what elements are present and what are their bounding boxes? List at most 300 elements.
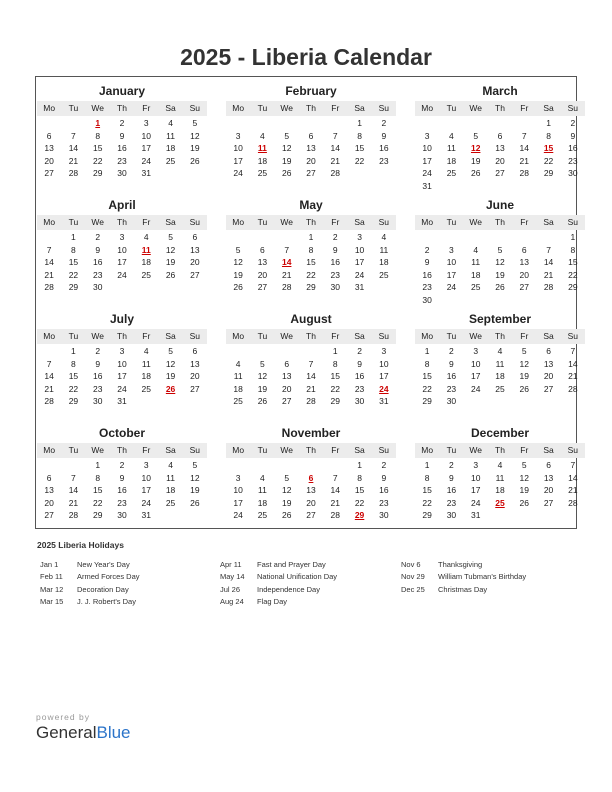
day-cell: 3	[473, 346, 479, 356]
day-cell: 24	[354, 269, 365, 280]
empty-cell	[250, 231, 274, 244]
day-grid	[415, 231, 585, 306]
day-cell: 21	[68, 497, 79, 508]
weekday-label: Fr	[331, 331, 340, 341]
empty-cell	[226, 117, 250, 130]
day-cell: 16	[330, 257, 341, 267]
holiday-date: Aug 24	[220, 597, 244, 607]
day-cell: 12	[190, 130, 200, 141]
day-cell: 13	[257, 257, 268, 267]
day-cell: 2	[449, 346, 454, 356]
day-cell: 9	[357, 358, 362, 369]
weekday-label: Tu	[68, 331, 79, 341]
weekday-label: Su	[378, 331, 390, 341]
day-cell: 4	[168, 118, 173, 128]
day-cell: 19	[233, 269, 243, 280]
day-cell: 7	[284, 244, 290, 255]
day-cell: 21	[306, 383, 316, 394]
day-cell: 21	[568, 371, 578, 381]
day-cell: 15	[92, 485, 103, 495]
month-february	[226, 82, 396, 180]
day-cell: 30	[117, 510, 127, 520]
day-cell: 20	[495, 155, 505, 166]
weekday-label: Mo	[232, 217, 245, 227]
day-cell: 7	[71, 472, 76, 483]
day-cell: 15	[92, 143, 103, 153]
day-cell: 12	[257, 371, 268, 381]
weekday-label: Th	[306, 445, 316, 455]
day-cell: 28	[44, 396, 54, 406]
day-cell: 5	[521, 460, 527, 470]
day-cell: 1	[424, 460, 430, 470]
holiday-date: Apr 11	[220, 560, 242, 569]
day-cell: 4	[381, 232, 387, 242]
day-cell: 29	[92, 168, 103, 178]
holiday-row	[401, 571, 526, 583]
day-cell: 17	[470, 371, 481, 381]
holiday-column-1	[40, 559, 140, 609]
empty-cell	[439, 117, 463, 130]
weekday-label: Th	[117, 103, 127, 113]
day-cell: 17	[422, 155, 432, 166]
day-cell: 23	[92, 383, 103, 394]
day-cell: 19	[165, 257, 176, 267]
day-cell: 29	[422, 510, 432, 520]
day-cell: 6	[521, 244, 527, 255]
day-cell: 4	[497, 460, 503, 470]
day-cell: 15	[422, 371, 432, 381]
month-name: June	[485, 198, 514, 212]
holiday-name: Fast and Prayer Day	[257, 560, 326, 569]
calendar-frame	[35, 76, 577, 529]
day-cell: 2	[381, 118, 387, 128]
day-cell: 11	[471, 257, 481, 267]
day-cell: 4	[260, 130, 265, 141]
holiday-row	[401, 559, 526, 571]
day-cell: 1	[357, 460, 362, 470]
holiday-row	[220, 596, 337, 608]
day-cell: 21	[568, 485, 578, 495]
day-cell: 17	[470, 485, 481, 495]
day-cell: 28	[44, 282, 54, 292]
holiday-name: Flag Day	[257, 597, 288, 607]
day-cell: 1	[308, 232, 314, 242]
day-cell: 19	[519, 485, 530, 495]
empty-cell	[37, 231, 61, 244]
day-cell: 28	[330, 168, 341, 178]
day-cell: 23	[446, 497, 457, 508]
day-cell: 4	[235, 358, 241, 369]
day-cell: 26	[281, 168, 292, 178]
empty-cell	[61, 117, 85, 130]
day-cell: 27	[44, 168, 54, 178]
day-cell: 23	[568, 155, 578, 166]
weekday-label: Sa	[165, 445, 176, 455]
day-cell: 3	[357, 232, 362, 242]
empty-cell	[299, 117, 323, 130]
day-cell: 20	[281, 383, 292, 394]
day-cell: 30	[446, 510, 457, 520]
month-name: April	[108, 198, 136, 212]
day-cell: 26	[257, 396, 268, 406]
day-cell: 13	[44, 143, 54, 153]
weekday-label: We	[280, 331, 293, 341]
day-cell: 9	[449, 358, 454, 369]
day-cell: 21	[44, 383, 54, 394]
day-cell: 18	[495, 485, 505, 495]
day-cell: 6	[497, 130, 503, 141]
day-cell: 8	[357, 130, 362, 141]
day-cell: 24	[379, 383, 389, 394]
day-cell: 26	[165, 383, 176, 394]
day-cell: 7	[46, 358, 52, 369]
holiday-name: J. J. Robert's Day	[77, 597, 136, 607]
day-cell: 18	[257, 497, 268, 508]
day-cell: 25	[379, 269, 389, 280]
empty-cell	[250, 345, 274, 358]
day-cell: 12	[281, 143, 292, 153]
day-cell: 27	[495, 168, 505, 178]
weekday-label: We	[91, 103, 104, 113]
day-cell: 28	[68, 510, 79, 520]
day-cell: 9	[381, 130, 387, 141]
day-cell: 10	[233, 485, 243, 495]
month-name: May	[299, 198, 323, 212]
day-cell: 3	[119, 232, 125, 242]
day-cell: 13	[190, 244, 200, 255]
weekday-header	[226, 443, 396, 458]
day-cell: 1	[71, 232, 76, 242]
day-cell: 8	[95, 472, 101, 483]
day-cell: 7	[308, 358, 314, 369]
empty-cell	[37, 345, 61, 358]
day-cell: 14	[519, 143, 530, 153]
day-cell: 25	[165, 497, 176, 508]
month-august	[226, 310, 396, 408]
day-cell: 15	[568, 257, 578, 267]
day-cell: 8	[357, 472, 362, 483]
day-cell: 17	[233, 155, 243, 166]
weekday-label: We	[280, 445, 293, 455]
day-cell: 21	[330, 497, 341, 508]
holiday-column-2	[220, 559, 337, 609]
day-cell: 18	[379, 257, 389, 267]
day-cell: 10	[470, 472, 481, 483]
month-name: February	[285, 84, 337, 98]
weekday-label: Sa	[543, 217, 554, 227]
day-cell: 5	[192, 460, 198, 470]
empty-cell	[488, 117, 512, 130]
day-cell: 30	[330, 282, 341, 292]
holiday-row	[40, 596, 140, 608]
holiday-date: Jul 26	[220, 584, 241, 594]
day-cell: 10	[233, 143, 243, 153]
month-april	[37, 196, 207, 294]
day-cell: 28	[568, 383, 578, 394]
day-cell: 10	[354, 244, 365, 255]
day-cell: 18	[233, 383, 243, 394]
day-cell: 10	[470, 358, 481, 369]
month-january	[37, 82, 207, 180]
day-cell: 18	[257, 155, 268, 166]
empty-cell	[226, 345, 250, 358]
day-cell: 30	[422, 294, 432, 305]
day-cell: 24	[470, 497, 481, 508]
empty-cell	[275, 345, 299, 358]
day-cell: 27	[190, 269, 200, 280]
day-cell: 25	[470, 282, 481, 292]
weekday-label: We	[280, 217, 293, 227]
month-march	[415, 82, 585, 192]
day-cell: 17	[117, 257, 127, 267]
day-cell: 4	[473, 244, 479, 255]
empty-cell	[37, 117, 61, 130]
day-cell: 20	[543, 485, 554, 495]
weekday-label: Fr	[142, 103, 151, 113]
day-cell: 3	[235, 472, 241, 483]
day-cell: 27	[190, 383, 200, 394]
day-cell: 31	[141, 168, 152, 178]
brand-name	[36, 723, 131, 743]
day-cell: 29	[68, 282, 79, 292]
weekday-label: Su	[567, 103, 579, 113]
weekday-label: Mo	[421, 217, 434, 227]
day-cell: 19	[190, 143, 200, 153]
day-cell: 7	[332, 472, 338, 483]
day-cell: 26	[190, 155, 200, 166]
holiday-date: Nov 29	[401, 572, 425, 582]
day-cell: 21	[543, 269, 554, 280]
day-cell: 13	[543, 358, 554, 369]
day-cell: 6	[308, 130, 314, 141]
day-cell: 31	[470, 510, 481, 520]
empty-cell	[512, 231, 536, 244]
day-cell: 11	[141, 244, 151, 255]
month-name: September	[468, 312, 532, 326]
day-cell: 1	[71, 346, 76, 356]
day-cell: 31	[354, 282, 365, 292]
weekday-label: Su	[378, 217, 390, 227]
day-cell: 14	[281, 257, 292, 267]
day-cell: 13	[495, 143, 505, 153]
day-cell: 23	[354, 383, 365, 394]
weekday-label: Mo	[421, 445, 434, 455]
holiday-name: William Tubman's Birthday	[438, 572, 527, 582]
day-cell: 5	[284, 130, 290, 141]
day-cell: 7	[521, 130, 527, 141]
weekday-header	[415, 101, 585, 116]
holiday-row	[220, 571, 337, 583]
day-cell: 28	[519, 168, 530, 178]
day-cell: 25	[141, 269, 152, 280]
weekday-label: Su	[567, 217, 579, 227]
empty-cell	[488, 231, 512, 244]
weekday-label: Th	[306, 217, 316, 227]
day-cell: 23	[117, 155, 127, 166]
holiday-date: Feb 11	[40, 572, 63, 582]
day-cell: 6	[546, 346, 551, 356]
weekday-label: Th	[495, 103, 505, 113]
day-cell: 27	[257, 282, 268, 292]
day-cell: 24	[117, 269, 127, 280]
day-cell: 28	[568, 497, 578, 508]
month-name: October	[98, 426, 145, 440]
day-cell: 27	[543, 497, 554, 508]
day-cell: 8	[95, 130, 101, 141]
empty-cell	[512, 117, 536, 130]
day-cell: 14	[44, 371, 54, 381]
day-cell: 13	[44, 485, 54, 495]
holiday-row	[401, 584, 526, 596]
weekday-label: Tu	[68, 217, 79, 227]
weekday-label: Tu	[68, 103, 79, 113]
weekday-label: Sa	[543, 331, 554, 341]
day-cell: 22	[330, 383, 341, 394]
weekday-label: Mo	[232, 103, 245, 113]
day-cell: 23	[379, 155, 389, 166]
day-cell: 18	[165, 143, 176, 153]
day-cell: 10	[117, 244, 127, 255]
day-cell: 25	[495, 497, 505, 508]
day-cell: 29	[92, 510, 103, 520]
weekday-label: Sa	[165, 217, 176, 227]
month-september	[415, 310, 585, 408]
weekday-header	[415, 329, 585, 344]
day-cell: 25	[446, 168, 457, 178]
weekday-label: Su	[378, 103, 390, 113]
empty-cell	[226, 231, 250, 244]
day-cell: 20	[190, 257, 200, 267]
day-cell: 9	[95, 358, 101, 369]
weekday-label: We	[91, 445, 104, 455]
day-cell: 14	[543, 257, 554, 267]
day-cell: 3	[473, 460, 479, 470]
empty-cell	[415, 231, 439, 244]
day-cell: 26	[470, 168, 481, 178]
page-title: 2025 - Liberia Calendar	[180, 44, 432, 70]
day-cell: 5	[284, 472, 290, 483]
day-cell: 26	[190, 497, 200, 508]
day-cell: 4	[497, 346, 503, 356]
day-cell: 6	[260, 244, 265, 255]
weekday-label: Fr	[520, 217, 529, 227]
day-cell: 3	[235, 130, 241, 141]
weekday-label: Th	[306, 103, 316, 113]
weekday-label: Fr	[142, 445, 151, 455]
day-cell: 7	[332, 130, 338, 141]
day-cell: 27	[519, 282, 530, 292]
weekday-label: Fr	[520, 103, 529, 113]
day-cell: 31	[422, 180, 432, 191]
day-cell: 3	[143, 460, 149, 470]
month-november	[226, 424, 396, 522]
day-cell: 24	[141, 155, 152, 166]
holidays-title: 2025 Liberia Holidays	[37, 540, 124, 550]
day-cell: 5	[473, 130, 479, 141]
day-cell: 8	[546, 130, 551, 141]
weekday-label: Fr	[520, 445, 529, 455]
day-cell: 6	[308, 472, 314, 483]
day-cell: 26	[519, 383, 530, 394]
empty-cell	[275, 231, 299, 244]
day-cell: 12	[233, 257, 243, 267]
day-cell: 2	[449, 460, 454, 470]
weekday-label: We	[91, 331, 104, 341]
day-cell: 17	[446, 269, 457, 280]
day-cell: 19	[519, 371, 530, 381]
holiday-name: Independence Day	[257, 584, 320, 594]
day-cell: 10	[141, 130, 152, 141]
empty-cell	[250, 459, 274, 472]
weekday-header	[37, 215, 207, 230]
day-cell: 8	[424, 472, 430, 483]
weekday-label: We	[469, 331, 482, 341]
day-cell: 16	[379, 485, 389, 495]
day-cell: 19	[165, 371, 176, 381]
day-cell: 5	[168, 232, 173, 242]
empty-cell	[37, 459, 61, 472]
day-cell: 5	[192, 118, 198, 128]
day-cell: 12	[165, 244, 176, 255]
weekday-header	[415, 443, 585, 458]
day-cell: 4	[143, 346, 149, 356]
weekday-label: We	[469, 217, 482, 227]
day-cell: 15	[354, 485, 365, 495]
day-cell: 19	[495, 269, 505, 280]
empty-cell	[323, 459, 347, 472]
day-cell: 19	[281, 155, 292, 166]
empty-cell	[299, 459, 323, 472]
weekday-label: Fr	[331, 103, 340, 113]
day-grid	[226, 459, 396, 522]
day-cell: 3	[381, 346, 387, 356]
weekday-label: Th	[117, 217, 127, 227]
day-cell: 9	[381, 472, 387, 483]
day-cell: 16	[379, 143, 389, 153]
day-cell: 9	[119, 130, 125, 141]
day-cell: 8	[424, 358, 430, 369]
weekday-label: Th	[117, 445, 127, 455]
day-cell: 16	[117, 485, 127, 495]
day-cell: 23	[117, 497, 127, 508]
weekday-label: Tu	[257, 217, 268, 227]
day-cell: 13	[190, 358, 200, 369]
weekday-label: Th	[117, 331, 127, 341]
day-cell: 2	[119, 118, 125, 128]
day-cell: 28	[281, 282, 292, 292]
day-cell: 28	[68, 168, 79, 178]
day-cell: 24	[233, 168, 243, 178]
weekday-label: Su	[189, 331, 201, 341]
holiday-row	[40, 571, 140, 583]
weekday-label: Sa	[165, 103, 176, 113]
empty-cell	[226, 459, 250, 472]
day-cell: 29	[68, 396, 79, 406]
day-cell: 25	[495, 383, 505, 394]
day-cell: 20	[190, 371, 200, 381]
day-cell: 9	[95, 244, 101, 255]
day-cell: 4	[143, 232, 149, 242]
day-cell: 27	[543, 383, 554, 394]
empty-cell	[323, 117, 347, 130]
holiday-name: Thanksgiving	[438, 560, 483, 569]
weekday-header	[37, 443, 207, 458]
day-cell: 11	[166, 472, 175, 483]
day-cell: 8	[71, 358, 76, 369]
day-cell: 22	[68, 269, 79, 280]
day-cell: 5	[497, 244, 503, 255]
day-cell: 2	[357, 346, 362, 356]
